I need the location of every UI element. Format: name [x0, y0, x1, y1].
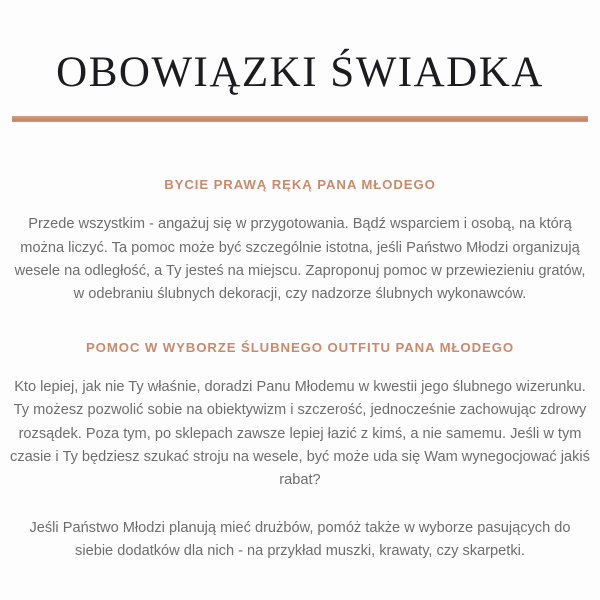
section-pomoc-w-wyborze-outfitu [10, 306, 590, 564]
section-heading-2: POMOC W WYBORZE ŚLUBNEGO OUTFITU PANA MŁODEGO [85, 340, 515, 356]
document-content [0, 122, 600, 564]
page-title: OBOWIĄZKI ŚWIADKA [56, 49, 544, 96]
section-bycie-prawa-reka [10, 122, 590, 306]
document-header [0, 0, 600, 122]
section-2-paragraph-1: Kto lepiej, jak nie Ty właśnie, doradzi Panu Młodemu w kwestii jego ślubnego wizerunku. Ty możesz pozwolić sobie na obiektywizm i szczerość, jednocześnie zachowując zdrowy rozsądek. Poza tym, po sklepach zawsze lepiej łazić z kimś, a nie samemu. Jeśli w tym czasie i Ty będziesz szukać stroju na wesele, być może uda się Wam wynegocjować jakiś rabat? [10, 379, 590, 489]
section-heading-1: BYCIE PRAWĄ RĘKĄ PANA MŁODEGO [164, 177, 436, 193]
section-2-paragraph-2: Jeśli Państwo Młodzi planują mieć drużbów, pomóż także w wyborze pasujących do siebie dodatków dla nich - na przykład muszki, krawaty, czy skarpetki. [29, 520, 571, 560]
section-1-paragraph-1: Przede wszystkim - angażuj się w przygotowania. Bądź wsparciem i osobą, na którą można liczyć. Ta pomoc może być szczególnie istotna, jeśli Państwo Młodzi organizują wesele na odległość, a Ty jesteś na miejscu. Zaproponuj pomoc w przewiezieniu gratów, w odebraniu ślubnych dekoracji, czy nadzorze ślubnych wykonawców. [14, 216, 586, 302]
